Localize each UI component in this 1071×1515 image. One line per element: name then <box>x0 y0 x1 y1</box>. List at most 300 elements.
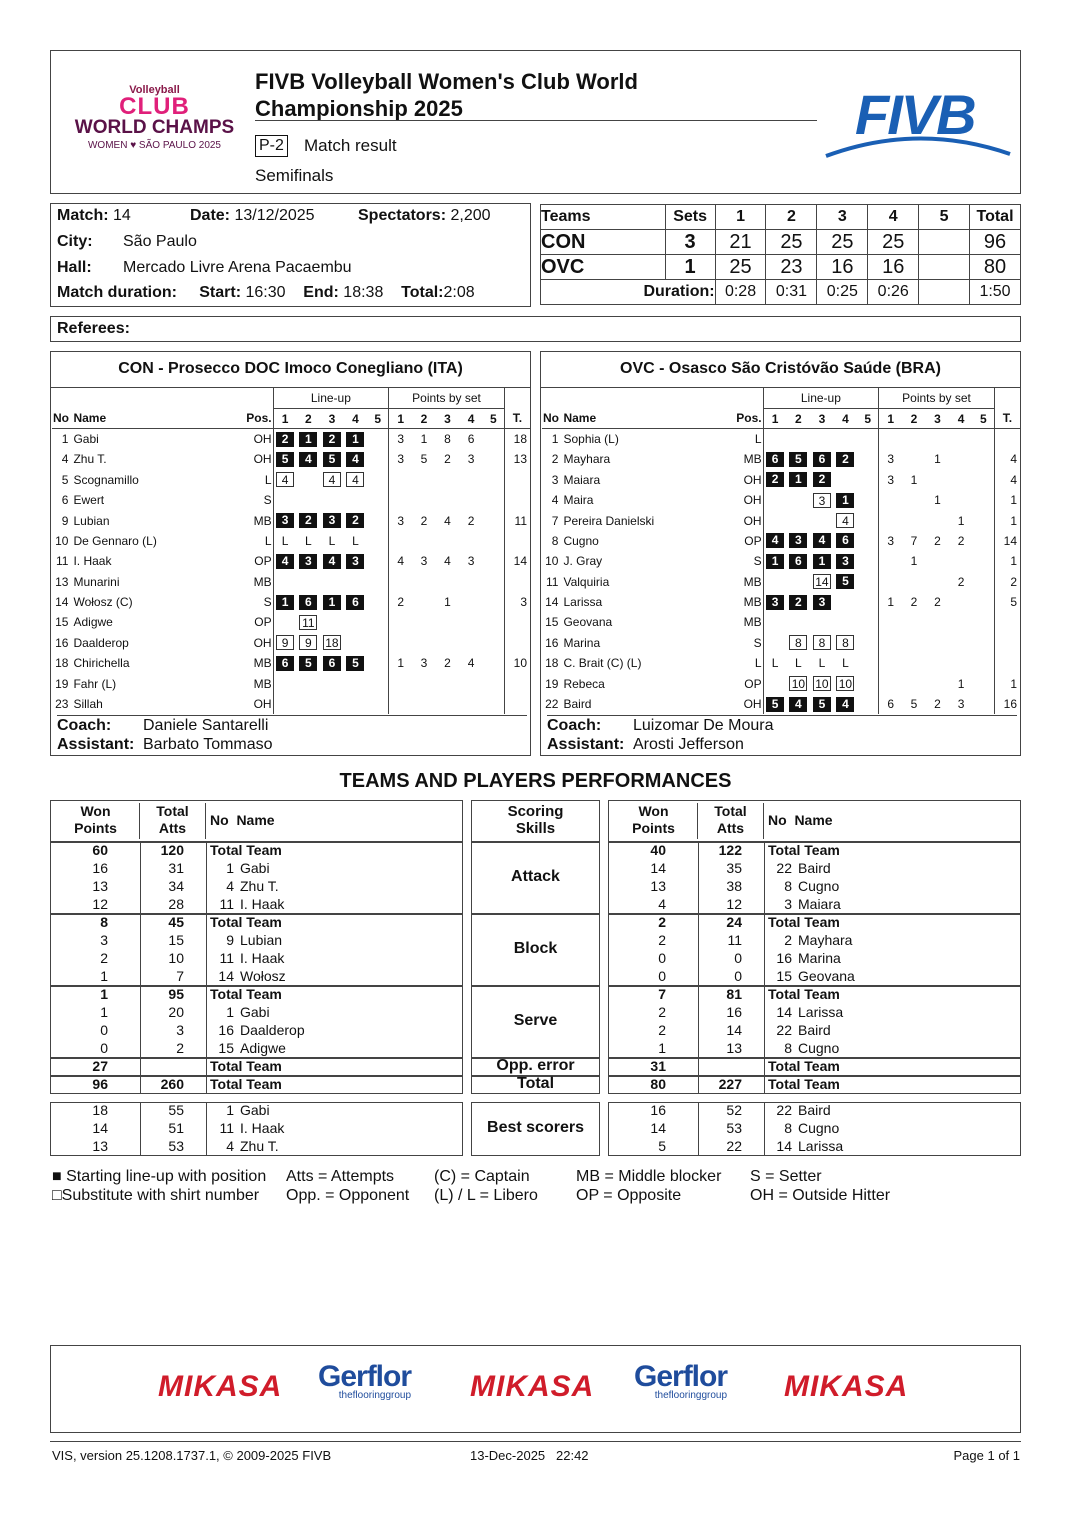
player-number: 23 <box>55 697 69 712</box>
set-points: 3 <box>389 510 413 530</box>
player-number: 4 <box>551 493 559 508</box>
perf-won: 14 <box>92 1120 108 1136</box>
score-cell: 25 <box>715 255 766 280</box>
player-number: 6 <box>61 493 69 508</box>
player-row <box>52 429 530 449</box>
substitute-number: 11 <box>299 615 317 630</box>
perf-name: I. Haak <box>240 896 285 912</box>
player-row <box>52 633 530 653</box>
perf-divider <box>206 1102 207 1156</box>
lineup-cell <box>810 531 834 551</box>
set-points <box>483 633 504 653</box>
set-points: 2 <box>444 656 451 671</box>
perf-won: 40 <box>650 842 666 858</box>
substitute-number: 8 <box>836 635 854 650</box>
perf-divider <box>764 1102 765 1156</box>
player-position: S <box>263 493 272 508</box>
perf-no: 1 <box>226 1102 234 1118</box>
starting-position: 4 <box>323 554 341 569</box>
set-points <box>459 490 483 510</box>
set-points <box>483 673 504 693</box>
set-points <box>483 449 504 469</box>
footer-date: 13-Dec-2025 22:42 <box>470 1448 589 1463</box>
player-name: Scognamillo <box>73 472 139 487</box>
set-header: 4 <box>459 408 483 428</box>
perf-divider <box>206 1058 207 1076</box>
libero-mark: L <box>352 533 359 548</box>
starting-position: 6 <box>323 656 341 671</box>
footer-rule <box>50 1441 1021 1442</box>
set-points <box>973 531 994 551</box>
lineup-cell <box>273 592 297 612</box>
starting-position: 3 <box>323 513 341 528</box>
lineup-cell <box>344 673 368 693</box>
lineup-cell <box>834 551 858 571</box>
set-points <box>412 572 436 592</box>
lineup-cell <box>763 694 787 714</box>
set-points <box>973 673 994 693</box>
player-number: 15 <box>545 615 559 630</box>
lineup-cell <box>834 653 858 673</box>
legend-item: Atts = Attempts <box>286 1168 395 1185</box>
gerflor-logo-2: Gerflor theflooringgroup <box>634 1360 728 1401</box>
set-points: 3 <box>389 449 413 469</box>
score-header: 3 <box>817 205 868 230</box>
player-total <box>504 633 530 653</box>
perf-atts: 81 <box>726 986 742 1002</box>
set-points <box>412 633 436 653</box>
starting-position: 6 <box>299 595 317 610</box>
substitute-number: 3 <box>813 493 831 508</box>
lineup-cell <box>273 673 297 693</box>
perf-name: Total Team <box>768 986 840 1002</box>
perf-divider <box>140 986 141 1058</box>
column-header: Name <box>72 408 244 428</box>
footer-version: VIS, version 25.1208.1737.1, © 2009-2025 FIVB <box>52 1448 332 1463</box>
perf-divider <box>764 914 765 986</box>
player-number: 10 <box>545 554 559 569</box>
perf-atts: 53 <box>168 1138 184 1154</box>
column-header: Pos. <box>244 408 273 428</box>
lineup-cell <box>344 470 368 490</box>
perf-divider <box>764 842 765 914</box>
perf-won: 12 <box>92 896 108 912</box>
perf-no: 11 <box>219 1120 234 1136</box>
set-header: 5 <box>973 408 994 428</box>
set-points <box>389 572 413 592</box>
substitute-number: 18 <box>323 635 341 650</box>
perf-name: Larissa <box>798 1004 844 1020</box>
perf-name: Total Team <box>768 842 840 858</box>
player-name: Maiara <box>563 472 601 487</box>
player-row <box>542 694 1020 714</box>
set-points <box>389 612 413 632</box>
substitute-number: 4 <box>276 472 294 487</box>
perf-col-header: Total Atts <box>698 803 764 839</box>
player-name: Sillah <box>73 697 103 712</box>
player-position: OH <box>253 635 272 650</box>
player-position: L <box>754 432 762 447</box>
set-points <box>459 470 483 490</box>
set-points <box>949 470 973 490</box>
set-points <box>436 694 460 714</box>
perf-atts: 31 <box>168 860 184 876</box>
match-duration: Match duration: Start: 16:30 End: 18:38 Total:2:08 <box>57 284 475 301</box>
starting-position: 1 <box>276 595 294 610</box>
match-number: 14 <box>113 207 131 224</box>
player-total: 1 <box>994 490 1020 510</box>
perf-name: Baird <box>798 860 831 876</box>
lineup-cell <box>857 470 878 490</box>
lineup-cell <box>810 449 834 469</box>
mikasa-logo-2: MIKASA <box>470 1370 595 1403</box>
perf-won: 2 <box>658 1022 666 1038</box>
player-row <box>542 673 1020 693</box>
lineup-cell <box>834 429 858 449</box>
perf-name: Baird <box>798 1102 831 1118</box>
score-cell: OVC <box>541 255 666 280</box>
set-header: 5 <box>857 408 878 428</box>
starting-position: 4 <box>813 533 831 548</box>
lineup-cell <box>367 490 388 510</box>
lineup-cell <box>787 449 811 469</box>
lineup-cell <box>787 653 811 673</box>
perf-no: 2 <box>784 932 792 948</box>
player-name: De Gennaro (L) <box>73 533 157 548</box>
perf-atts: 260 <box>160 1076 184 1092</box>
set-points: 3 <box>389 429 413 449</box>
set-points <box>902 633 926 653</box>
set-header: 5 <box>483 408 504 428</box>
libero-mark: L <box>305 533 312 548</box>
set-points <box>949 449 973 469</box>
starting-position: 5 <box>323 452 341 467</box>
set-points <box>879 551 903 571</box>
player-position: MB <box>253 676 272 691</box>
event-logo: Volleyball CLUB WORLD CHAMPS WOMEN ♥ SÃO PAULO 2025 <box>74 84 235 151</box>
lineup-cell <box>763 449 787 469</box>
lineup-cell <box>344 633 368 653</box>
lineup-cell <box>320 510 344 530</box>
lineup-cell <box>320 470 344 490</box>
set-points <box>879 673 903 693</box>
player-row <box>542 592 1020 612</box>
set-header: 1 <box>273 408 297 428</box>
set-points <box>879 653 903 673</box>
city-label: City: <box>57 233 93 250</box>
starting-position: 3 <box>766 595 784 610</box>
player-number: 11 <box>546 574 559 589</box>
substitute-number: 4 <box>346 472 364 487</box>
lineup-cell <box>834 572 858 592</box>
player-row <box>542 531 1020 551</box>
set-header: 5 <box>367 408 388 428</box>
starting-position: 1 <box>299 432 317 447</box>
lineup-cell <box>763 510 787 530</box>
lineup-cell <box>297 531 321 551</box>
lineup-cell <box>297 572 321 592</box>
player-position: OP <box>744 676 762 691</box>
player-row <box>52 510 530 530</box>
skills-header-text: Scoring Skills <box>507 803 564 837</box>
set-points <box>973 490 994 510</box>
perf-won: 16 <box>650 1102 666 1118</box>
lineup-cell <box>367 470 388 490</box>
perf-atts: 3 <box>176 1022 184 1038</box>
player-total <box>504 470 530 490</box>
lineup-cell <box>834 612 858 632</box>
lineup-cell <box>273 449 297 469</box>
lineup-cell <box>367 653 388 673</box>
starting-position: 6 <box>836 533 854 548</box>
perf-name: Total Team <box>768 914 840 930</box>
perf-atts: 45 <box>168 914 184 930</box>
player-position: MB <box>253 513 272 528</box>
set-duration: 1:50 <box>970 280 1021 305</box>
player-row <box>542 490 1020 510</box>
set-points <box>436 612 460 632</box>
perf-name: Cugno <box>798 1120 840 1136</box>
lineup-cell <box>834 470 858 490</box>
set-points: 5 <box>420 452 428 467</box>
lineup-cell <box>320 490 344 510</box>
lineup-cell <box>763 653 787 673</box>
set-points: 2 <box>910 595 918 610</box>
set-points <box>389 490 413 510</box>
lineup-cell <box>763 633 787 653</box>
player-position: OH <box>743 697 762 712</box>
set-points: 3 <box>879 449 903 469</box>
lineup-cell <box>810 470 834 490</box>
perf-won: 2 <box>658 914 666 930</box>
points-by-set-header: Points by set <box>879 388 995 408</box>
player-position: OH <box>253 452 272 467</box>
set-points: 7 <box>910 533 918 548</box>
player-row <box>542 429 1020 449</box>
perf-no: 15 <box>776 968 792 984</box>
libero-mark: L <box>771 656 779 671</box>
lineup-cell <box>273 429 297 449</box>
perf-name: Lubian <box>240 932 283 948</box>
lineup-cell <box>810 694 834 714</box>
set-points <box>879 612 903 632</box>
set-header: 3 <box>810 408 834 428</box>
player-number: 14 <box>545 595 559 610</box>
perf-divider <box>140 914 141 986</box>
perf-name: Cugno <box>798 1040 840 1056</box>
lineup-cell <box>344 490 368 510</box>
perf-col-header: Won Points <box>52 803 140 839</box>
perf-atts: 0 <box>734 950 742 966</box>
set-points <box>389 694 413 714</box>
player-row <box>542 612 1020 632</box>
starting-position: 2 <box>836 452 854 467</box>
perf-won: 31 <box>650 1058 666 1074</box>
player-total <box>504 531 530 551</box>
player-total <box>994 633 1020 653</box>
lineup-cell <box>367 673 388 693</box>
lineup-cell <box>297 551 321 571</box>
perf-no: 8 <box>784 878 792 894</box>
lineup-cell <box>787 592 811 612</box>
legend-item: OH = Outside Hitter <box>750 1187 891 1204</box>
set-points <box>973 633 994 653</box>
lineup-cell <box>297 449 321 469</box>
score-cell: 25 <box>817 230 868 255</box>
player-name: Larissa <box>563 595 603 610</box>
set-points <box>973 592 994 612</box>
duration-label: Duration: <box>541 280 716 305</box>
set-duration <box>919 280 970 305</box>
set-points <box>879 633 903 653</box>
player-total: 4 <box>994 449 1020 469</box>
starting-position: 2 <box>789 595 807 610</box>
set-header: 3 <box>926 408 950 428</box>
perf-won: 8 <box>100 914 108 930</box>
set-points: 2 <box>420 513 428 528</box>
player-name: I. Haak <box>73 554 112 569</box>
starting-position: 4 <box>346 452 364 467</box>
legend-item: Opp. = Opponent <box>286 1187 410 1204</box>
starting-position: 6 <box>789 554 807 569</box>
perf-atts: 52 <box>726 1102 742 1118</box>
legend-item: (L) / L = Libero <box>434 1187 538 1204</box>
player-position: OH <box>743 513 762 528</box>
perf-no: 3 <box>784 896 792 912</box>
team-b-lineup-table <box>542 388 1020 714</box>
perf-atts: 38 <box>726 878 742 894</box>
set-points <box>973 653 994 673</box>
set-points: 3 <box>467 554 475 569</box>
lineup-cell <box>763 572 787 592</box>
player-row <box>542 470 1020 490</box>
perf-won: 18 <box>92 1102 108 1118</box>
set-points: 1 <box>934 452 941 467</box>
lineup-cell <box>834 531 858 551</box>
player-name: Mayhara <box>563 452 611 467</box>
starting-position: 5 <box>789 452 807 467</box>
lineup-cell <box>810 510 834 530</box>
set-points <box>459 612 483 632</box>
player-total: 13 <box>504 449 530 469</box>
player-name: Ewert <box>73 493 105 508</box>
player-name: Rebeca <box>563 676 605 691</box>
score-cell: 1 <box>665 255 715 280</box>
score-cell: 25 <box>868 230 919 255</box>
column-header: Pos. <box>734 408 763 428</box>
score-cell: 16 <box>868 255 919 280</box>
starting-position: 2 <box>323 432 341 447</box>
perf-name: Wołosz <box>240 968 286 984</box>
fivb-logo: FIVB <box>855 83 975 146</box>
lineup-cell <box>297 592 321 612</box>
lineup-cell <box>320 429 344 449</box>
lineup-cell <box>367 592 388 612</box>
set-points <box>459 694 483 714</box>
player-name: Fahr (L) <box>73 676 117 691</box>
lineup-cell <box>787 633 811 653</box>
perf-divider <box>206 914 207 986</box>
player-total <box>994 612 1020 632</box>
perf-atts: 227 <box>718 1076 742 1092</box>
set-points: 6 <box>879 694 903 714</box>
perf-name: Total Team <box>210 986 282 1002</box>
set-points <box>412 612 436 632</box>
lineup-cell <box>763 490 787 510</box>
set-points <box>459 673 483 693</box>
perf-col-header: Total Atts <box>140 803 206 839</box>
perf-divider <box>698 842 699 914</box>
player-number: 8 <box>551 533 559 548</box>
perf-name: Maiara <box>798 896 841 912</box>
perf-won: 3 <box>100 932 108 948</box>
doc-type: Match result <box>304 136 397 155</box>
starting-position: 4 <box>276 554 294 569</box>
total-header: T. <box>994 408 1020 428</box>
lineup-cell <box>787 470 811 490</box>
set-points: 1 <box>957 513 965 528</box>
player-row <box>542 653 1020 673</box>
set-points: 2 <box>389 592 413 612</box>
set-points: 2 <box>934 533 941 548</box>
perf-atts: 53 <box>726 1120 742 1136</box>
player-position: S <box>753 554 762 569</box>
starting-position: 5 <box>813 697 831 712</box>
set-points: 1 <box>934 493 941 508</box>
perf-name: Daalderop <box>240 1022 305 1038</box>
player-total: 10 <box>504 653 530 673</box>
perf-no: 15 <box>218 1040 234 1056</box>
player-name: Valquiria <box>563 574 610 589</box>
player-position: MB <box>253 574 272 589</box>
perf-atts: 2 <box>176 1040 184 1056</box>
player-number: 15 <box>55 615 69 630</box>
set-points <box>973 694 994 714</box>
player-row <box>52 551 530 571</box>
substitute-number: 14 <box>813 574 831 589</box>
set-points <box>949 612 973 632</box>
lineup-cell <box>810 429 834 449</box>
lineup-cell <box>273 653 297 673</box>
phase: Semifinals <box>255 166 334 185</box>
set-duration: 0:28 <box>715 280 766 305</box>
libero-mark: L <box>281 533 289 548</box>
doc-code: P-2 <box>255 135 288 157</box>
skill-label: Serve <box>513 1012 558 1029</box>
mikasa-logo-1: MIKASA <box>158 1370 283 1403</box>
player-name: Zhu T. <box>73 452 107 467</box>
perf-name: Zhu T. <box>240 878 279 894</box>
lineup-cell <box>787 490 811 510</box>
libero-mark: L <box>818 656 826 671</box>
lineup-cell <box>763 592 787 612</box>
set-points <box>973 612 994 632</box>
perf-divider <box>140 1058 141 1076</box>
set-header: 4 <box>344 408 368 428</box>
perf-atts: 7 <box>176 968 184 984</box>
perf-divider <box>698 986 699 1058</box>
perf-won: 7 <box>658 986 666 1002</box>
perf-won: 0 <box>658 950 666 966</box>
legend-item: S = Setter <box>750 1168 822 1185</box>
skill-label: Attack <box>511 868 560 885</box>
player-total <box>504 612 530 632</box>
set-points <box>926 633 950 653</box>
player-position: L <box>264 472 272 487</box>
city: São Paulo <box>123 233 197 250</box>
starting-position: 6 <box>276 656 294 671</box>
player-total: 18 <box>504 429 530 449</box>
